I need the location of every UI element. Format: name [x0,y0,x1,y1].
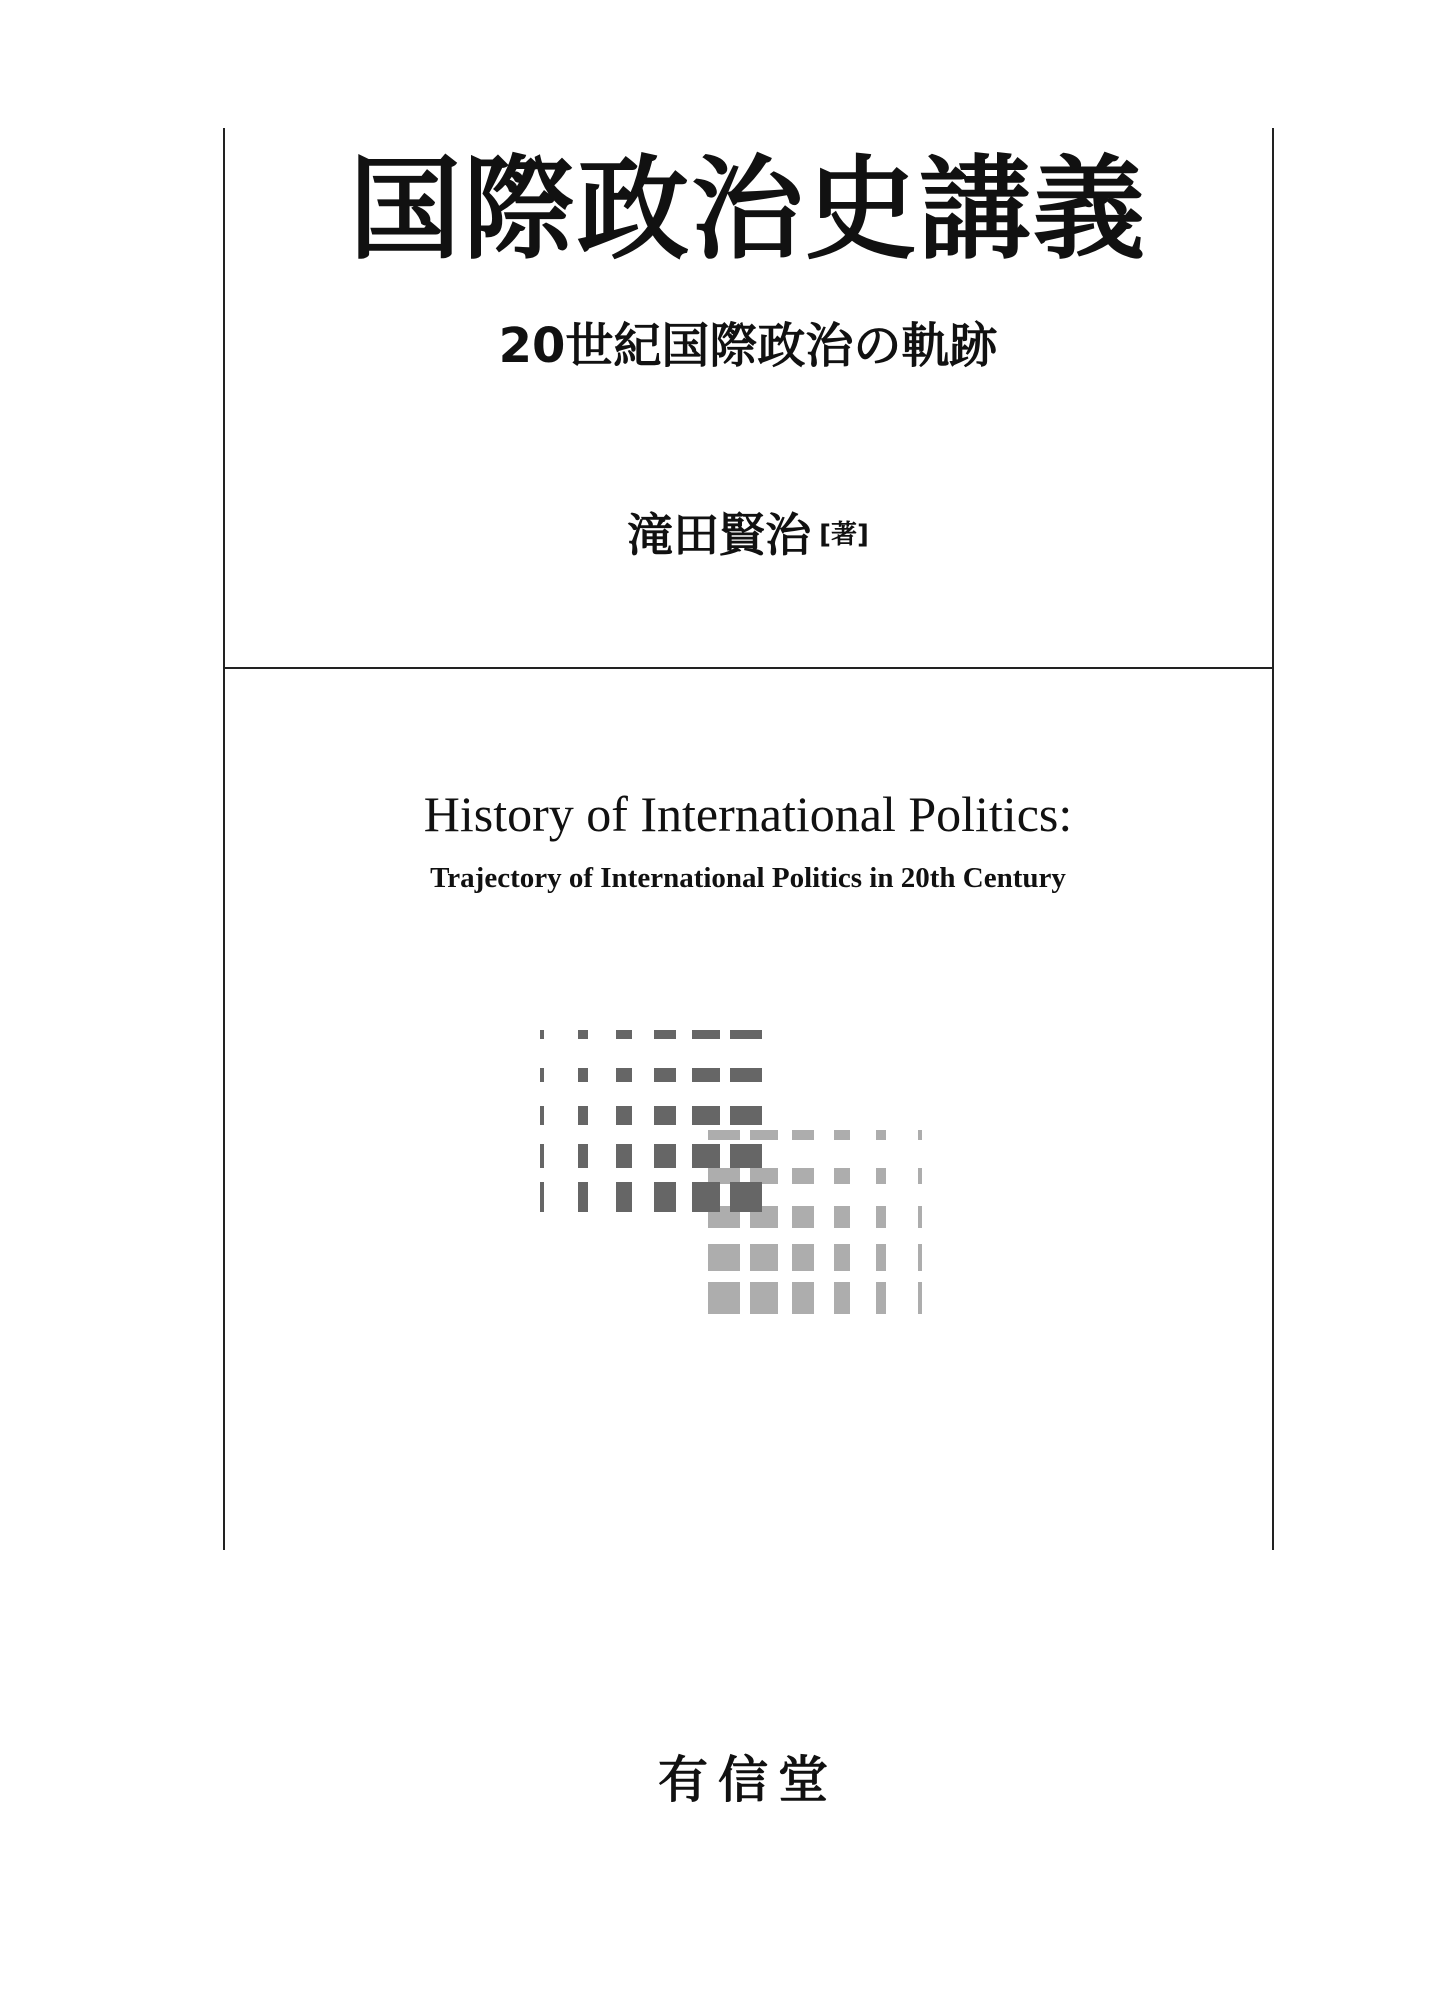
dark-grid-cell [730,1068,762,1082]
light-grid-cell [708,1168,740,1184]
dark-grid-cell [616,1144,632,1168]
light-grid-cell [834,1206,850,1228]
light-grid-cell [876,1168,886,1184]
english-title: History of International Politics: [423,786,1073,842]
author-role: [著] [819,520,869,550]
light-grid-cell [876,1244,886,1271]
dark-grid-cell [692,1144,720,1168]
dark-grid-cell [540,1106,544,1125]
dark-grid-cell [578,1144,588,1168]
light-grid-cell [834,1130,850,1140]
dark-grid-cell [692,1030,720,1039]
light-grid-cell [876,1130,886,1140]
dark-grid-cell [730,1030,762,1039]
dark-grid-cell [654,1068,676,1082]
light-grid-cell [708,1282,740,1314]
light-grid-cell [918,1244,922,1271]
author-name: 滝田賢治 [627,508,812,562]
dark-grid-cell [578,1030,588,1039]
light-grid-cell [918,1168,922,1184]
light-grid-cell [792,1206,814,1228]
frame-divider-rule [223,667,1274,669]
light-grid-cell [792,1244,814,1271]
light-grid-cell [750,1244,778,1271]
english-subtitle: Trajectory of International Politics in 20th Century [430,862,1066,894]
light-grid-cell [834,1168,850,1184]
light-grid-cell [834,1282,850,1314]
dark-grid [540,1030,762,1212]
dark-grid-cell [730,1106,762,1125]
light-grid-cell [792,1130,814,1140]
dark-grid-cell [654,1182,676,1212]
dark-grid-cell [692,1106,720,1125]
light-grid-cell [918,1282,922,1314]
dark-grid-cell [654,1030,676,1039]
light-grid-cell [750,1282,778,1314]
japanese-subtitle: 20世紀国際政治の軌跡 [498,318,998,374]
light-grid-cell [918,1130,922,1140]
dark-grid-cell [616,1068,632,1082]
light-grid-cell [750,1168,778,1184]
dark-grid-cell [616,1030,632,1039]
dark-grid-cell [730,1182,762,1212]
light-grid-cell [750,1130,778,1140]
light-grid-cell [792,1282,814,1314]
dark-grid-cell [578,1182,588,1212]
light-grid-cell [876,1282,886,1314]
publisher-name: 有信堂 [658,1751,838,1809]
dark-grid-cell [730,1144,762,1168]
author-line [224,505,1272,565]
dark-grid-cell [540,1182,544,1212]
dark-grid-cell [616,1182,632,1212]
light-grid-cell [708,1244,740,1271]
dark-grid-cell [692,1182,720,1212]
light-grid-cell [918,1206,922,1228]
dark-grid-cell [578,1106,588,1125]
dark-grid-cell [578,1068,588,1082]
light-grid-cell [834,1244,850,1271]
light-grid-cell [792,1168,814,1184]
dark-grid-cell [616,1106,632,1125]
dark-grid-cell [540,1068,544,1082]
dark-grid-cell [654,1144,676,1168]
dark-grid-cell [654,1106,676,1125]
light-grid-cell [708,1130,740,1140]
dark-grid-cell [540,1030,544,1039]
grid-logo-icon [540,1030,960,1330]
japanese-title: 国際政治史講義 [349,144,1147,275]
dark-grid-cell [692,1068,720,1082]
dark-grid-cell [540,1144,544,1168]
light-grid-cell [876,1206,886,1228]
frame-right-rule [1272,128,1274,1550]
